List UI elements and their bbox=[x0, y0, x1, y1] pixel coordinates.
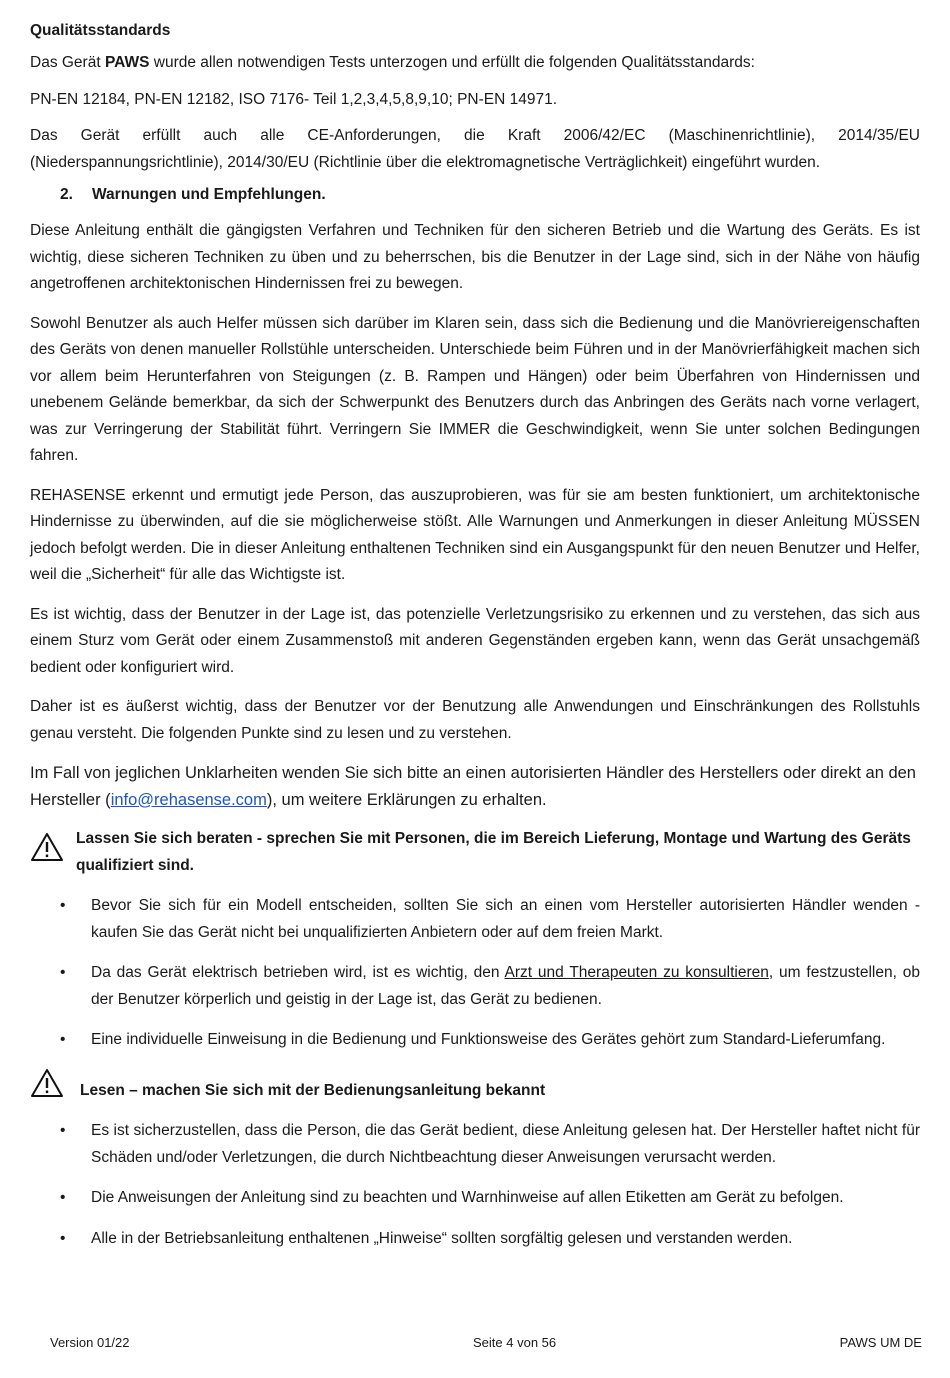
warning-text: Lassen Sie sich beraten - sprechen Sie mit Personen, die im Bereich Lieferung, Montage und Wartung des Geräts qualifiziert sind. bbox=[76, 830, 911, 874]
list-item bbox=[30, 893, 920, 946]
paragraph: Sowohl Benutzer als auch Helfer müssen sich darüber im Klaren sein, dass sich die Bedienung und die Manövriereigenschaften des Geräts von denen manueller Rollstühle unterscheiden. Unterschiede beim Führen und in der Manövrierfähigkeit machen sich vor allem beim Herunterfahren von Steigungen (z. B. Rampen und Hängen) oder beim Überfahren von Hindernissen und unebenem Gelände bemerkbar, da sich der Schwerpunkt des Benutzers durch das Anbringen des Geräts nach vorne verlagert, was zur Verringerung der Stabilität führt. Verringern Sie IMMER die Geschwindigkeit, wenn Sie unter solchen Bedingungen fahren. bbox=[30, 314, 920, 464]
list-item bbox=[30, 1118, 920, 1171]
paragraph bbox=[30, 50, 920, 77]
paragraph: REHASENSE erkennt und ermutigt jede Person, das auszuprobieren, was für sie am besten funktioniert, um architektonische Hindernisse zu überwinden, auf die sie möglicherweise stößt. Alle Warnungen und Anmerkungen in dieser Anleitung MÜSSEN jedoch befolgt werden. Die in dieser Anleitung enthaltenen Techniken sind ein Ausgangspunkt für den neuen Benutzer und Helfer, weil die „Sicherheit“ für alle das Wichtigste ist. bbox=[30, 486, 920, 583]
bullet-icon bbox=[30, 1027, 91, 1054]
paragraph: Es ist wichtig, dass der Benutzer in der Lage ist, das potenzielle Verletzungsrisiko zu erkennen und zu verstehen, das sich aus einem Sturz vom Gerät oder einem Zusammenstoß mit anderen Gegenständen ergeben kann, wenn das Gerät unsachgemäß bedient oder konfiguriert wird. bbox=[30, 605, 920, 676]
list-item-text: Die Anweisungen der Anleitung sind zu beachten und Warnhinweise auf allen Etiketten am Gerät zu befolgen. bbox=[91, 1189, 844, 1206]
text: wurde allen notwendigen Tests unterzogen und erfüllt die folgenden Qualitätsstandards: bbox=[149, 54, 755, 71]
bullet-list bbox=[30, 893, 920, 1054]
list-item-text: Es ist sicherzustellen, dass die Person, die das Gerät bedient, diese Anleitung gelesen hat. Der Hersteller haftet nicht für Schäden und/oder Verletzungen, die durch Nichtbeachtung dieser Anweisungen verursacht werden. bbox=[91, 1122, 920, 1166]
footer-version: Version 01/22 bbox=[50, 1335, 130, 1350]
footer-document-id: PAWS UM DE bbox=[839, 1335, 922, 1350]
bullet-icon bbox=[30, 1226, 91, 1253]
page-footer bbox=[50, 1335, 922, 1350]
list-item bbox=[30, 1226, 920, 1253]
text: ), um weitere Erklärungen zu erhalten. bbox=[266, 790, 547, 809]
bullet-list bbox=[30, 1118, 920, 1252]
text: Da das Gerät elektrisch betrieben wird, ist es wichtig, den bbox=[91, 964, 505, 981]
warning-block bbox=[30, 1068, 920, 1105]
text: Das Gerät bbox=[30, 54, 105, 71]
heading-warnings bbox=[60, 186, 920, 204]
bullet-icon bbox=[30, 960, 91, 1013]
email-link[interactable]: info@rehasense.com bbox=[110, 790, 267, 809]
ce-paragraph: Das Gerät erfüllt auch alle CE-Anforderungen, die Kraft 2006/42/EC (Maschinenrichtlinie), 2014/35/EU (Niederspannungsrichtlinie), 2014/30/EU (Richtlinie über die elektromagnetische Verträglichkeit) eingeführt wurden. bbox=[30, 127, 920, 171]
list-item-text: Eine individuelle Einweisung in die Bedienung und Funktionsweise des Gerätes gehört zum Standard-Lieferumfang. bbox=[91, 1031, 886, 1048]
warning-block bbox=[30, 826, 920, 879]
list-item-text: Alle in der Betriebsanleitung enthaltenen „Hinweise“ sollten sorgfältig gelesen und verstanden werden. bbox=[91, 1229, 793, 1247]
warning-triangle-icon bbox=[30, 826, 76, 867]
list-item bbox=[30, 1185, 920, 1212]
bullet-icon bbox=[30, 1185, 91, 1212]
contact-paragraph bbox=[30, 760, 920, 813]
text: Im Fall von jeglichen Unklarheiten wenden Sie sich bitte an einen autorisierten Händler des Herstellers oder direkt an den Hersteller ( bbox=[30, 764, 916, 809]
product-name: PAWS bbox=[104, 54, 150, 71]
warning-text: Lesen – machen Sie sich mit der Bedienungsanleitung bekannt bbox=[80, 1081, 546, 1099]
list-item bbox=[30, 960, 920, 1013]
underlined-text: Arzt und Therapeuten zu konsultieren bbox=[504, 964, 769, 981]
section-title: Qualitätsstandards bbox=[30, 22, 171, 39]
footer-page-number: Seite 4 von 56 bbox=[473, 1335, 557, 1350]
text: , um festzustellen, ob der Benutzer körperlich und geistig in der Lage ist, das Gerät zu bedienen. bbox=[91, 964, 920, 1008]
list-item-text bbox=[91, 960, 920, 1013]
paragraph: Diese Anleitung enthält die gängigsten Verfahren und Techniken für den sicheren Betrieb und die Wartung des Geräts. Es ist wichtig, diese sicheren Techniken zu üben und zu beherrschen, bis die Benutzer in der Lage sind, sich in der Nähe von häufig angetroffenen architektonischen Hindernissen frei zu bewegen. bbox=[30, 222, 920, 292]
list-item-text: Bevor Sie sich für ein Modell entscheiden, sollten Sie sich an einen vom Hersteller autorisierten Händler wenden - kaufen Sie das Gerät nicht bei unqualifizierten Anbietern oder auf dem freien Markt. bbox=[91, 897, 920, 941]
heading-text: Warnungen und Empfehlungen. bbox=[92, 186, 326, 203]
bullet-icon bbox=[30, 1118, 91, 1171]
warning-triangle-icon bbox=[30, 1068, 76, 1103]
heading-number: 2. bbox=[60, 186, 73, 203]
document-page bbox=[30, 20, 920, 1266]
list-item bbox=[30, 1027, 920, 1054]
standards-paragraph: PN-EN 12184, PN-EN 12182, ISO 7176- Teil 1,2,3,4,5,8,9,10; PN-EN 14971. bbox=[30, 90, 558, 108]
paragraph: Daher ist es äußerst wichtig, dass der Benutzer vor der Benutzung alle Anwendungen und Einschränkungen des Rollstuhls genau versteht. Die folgenden Punkte sind zu lesen und zu verstehen. bbox=[30, 698, 920, 742]
bullet-icon bbox=[30, 893, 91, 946]
